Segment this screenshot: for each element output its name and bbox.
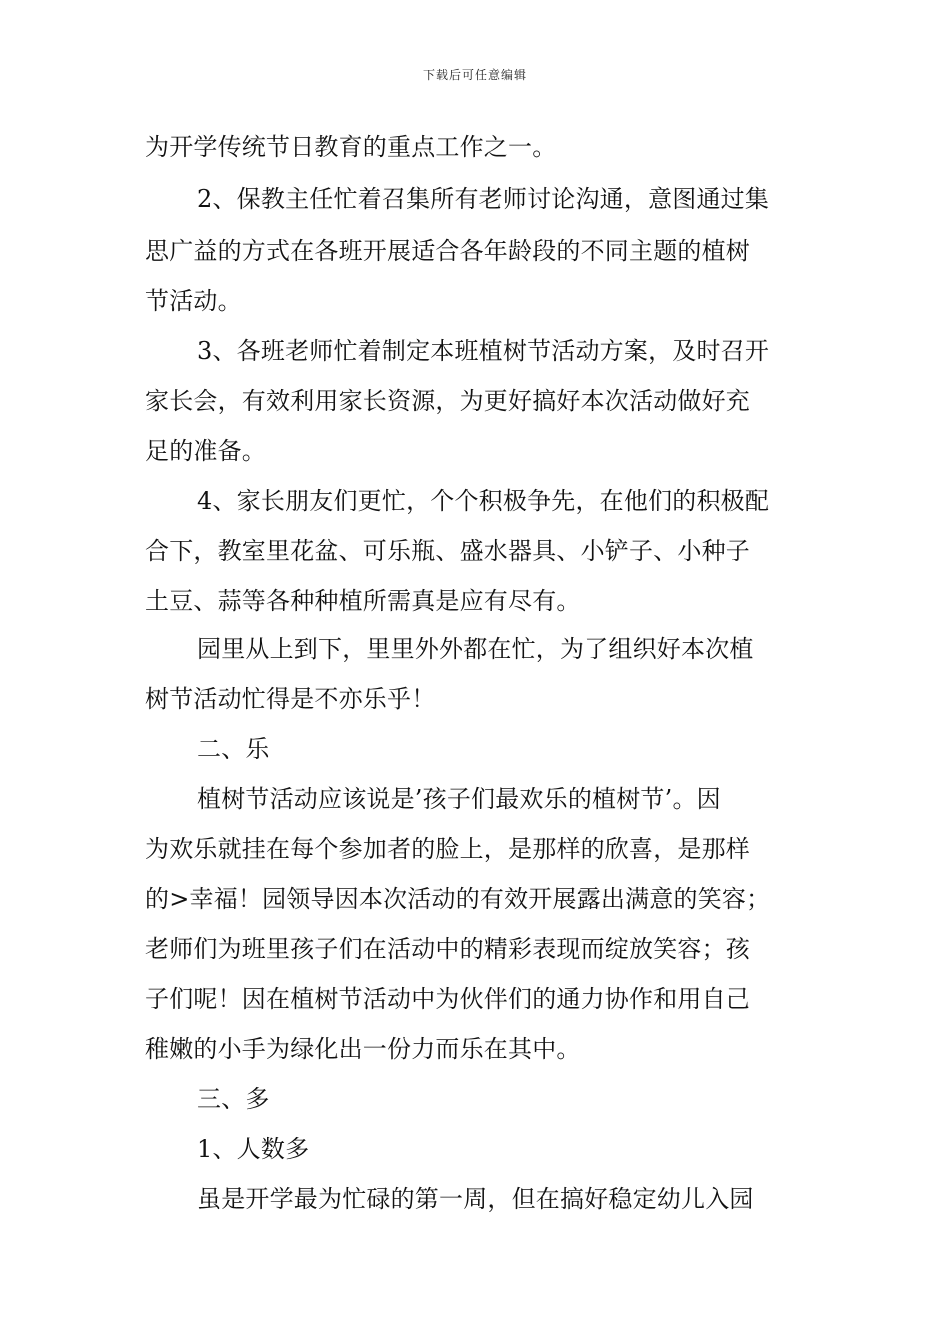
body-line: 思广益的方式在各班开展适合各年龄段的不同主题的植树: [145, 237, 750, 265]
body-line: 稚嫩的小手为绿化出一份力而乐在其中。: [145, 1035, 581, 1063]
body-line: 2、保教主任忙着召集所有老师讨论沟通，意图通过集: [197, 185, 770, 213]
body-line: 的>幸福！园领导因本次活动的有效开展露出满意的笑容；: [145, 885, 771, 913]
body-line: 植树节活动应该说是’孩子们最欢乐的植树节’。因: [197, 785, 721, 813]
body-line: 为开学传统节日教育的重点工作之一。: [145, 133, 557, 161]
section-heading: 三、多: [197, 1085, 270, 1113]
body-line: 足的准备。: [145, 437, 266, 465]
section-heading: 二、乐: [197, 735, 270, 763]
page-header: 下载后可任意编辑: [422, 68, 527, 82]
body-line: 子们呢！因在植树节活动中为伙伴们的通力协作和用自己: [145, 985, 750, 1013]
body-line: 3、各班老师忙着制定本班植树节活动方案，及时召开: [197, 337, 770, 365]
body-line: 园里从上到下，里里外外都在忙，为了组织好本次植: [197, 635, 754, 663]
body-line: 树节活动忙得是不亦乐乎！: [145, 685, 436, 713]
body-line: 家长会，有效利用家长资源，为更好搞好本次活动做好充: [145, 387, 750, 415]
subsection-heading: 1、人数多: [197, 1135, 310, 1163]
body-line: 为欢乐就挂在每个参加者的脸上，是那样的欣喜，是那样: [145, 835, 750, 863]
body-line: 虽是开学最为忙碌的第一周，但在搞好稳定幼儿入园: [197, 1185, 754, 1213]
body-line: 节活动。: [145, 287, 242, 315]
body-line: 合下，教室里花盆、可乐瓶、盛水器具、小铲子、小种子: [145, 537, 750, 565]
body-line: 土豆、蒜等各种种植所需真是应有尽有。: [145, 587, 581, 615]
body-line: 4、家长朋友们更忙，个个积极争先，在他们的积极配: [197, 487, 770, 515]
body-line: 老师们为班里孩子们在活动中的精彩表现而绽放笑容；孩: [145, 935, 750, 963]
